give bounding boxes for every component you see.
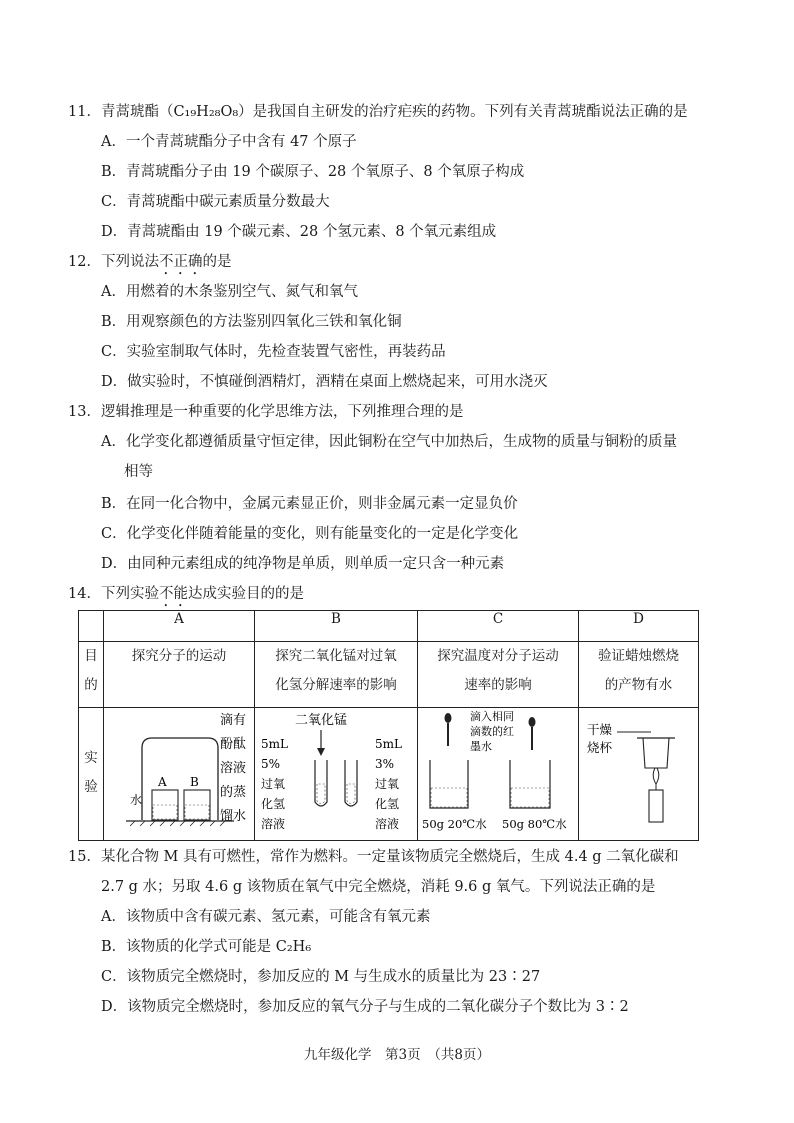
b-right-3: 过氧 bbox=[375, 777, 400, 791]
header-b: B bbox=[255, 611, 418, 642]
diagram-b bbox=[255, 708, 417, 836]
header-c: C bbox=[418, 611, 579, 642]
purpose-b bbox=[255, 642, 418, 708]
flame-icon bbox=[653, 768, 659, 784]
q11-option-c: C．青蒿琥酯中碳元素质量分数最大 bbox=[101, 194, 330, 210]
purpose-row bbox=[79, 642, 699, 708]
b-right-4: 化氢 bbox=[375, 797, 400, 811]
q14-stem bbox=[68, 582, 304, 610]
dropper-right bbox=[529, 717, 536, 750]
b-left-2: 5% bbox=[261, 757, 281, 771]
note-a-5: 馏水 bbox=[220, 809, 247, 824]
purpose-c-line1: 探究温度对分子运动 bbox=[437, 648, 559, 664]
note-a-2: 酚酞 bbox=[220, 737, 247, 752]
purpose-d-line1: 验证蜡烛燃烧 bbox=[598, 648, 679, 664]
q13-option-a: A．化学变化都遵循质量守恒定律，因此铜粉在空气中加热后，生成物的质量与铜粉的质量 bbox=[101, 434, 677, 450]
diagram-c-cell bbox=[418, 708, 579, 841]
q11-option-b: B．青蒿琥酯分子由 19 个碳原子、28 个氧原子、8 个氧原子构成 bbox=[101, 164, 525, 180]
c-label-left: 50g 20℃水 bbox=[422, 817, 487, 831]
c-note-1: 滴入相同 bbox=[470, 710, 514, 723]
b-left-5: 溶液 bbox=[261, 817, 286, 831]
q12-stem-emphasis: 不正确 bbox=[158, 254, 203, 270]
b-left-4: 化氢 bbox=[261, 797, 286, 811]
catalyst-label: 二氧化锰 bbox=[295, 713, 348, 728]
b-right-5: 溶液 bbox=[375, 817, 400, 831]
table-header-row bbox=[79, 611, 699, 642]
test-tube-left-liquid bbox=[317, 784, 325, 804]
experiment-row bbox=[79, 708, 699, 841]
header-blank bbox=[79, 611, 104, 642]
header-a: A bbox=[104, 611, 255, 642]
q13-option-c: C．化学变化伴随着能量的变化，则有能量变化的一定是化学变化 bbox=[101, 526, 519, 542]
q15-stem: 15．某化合物 M 具有可燃性，常作为燃料。一定量该物质完全燃烧后，生成 4.4 g 二氧化碳和 bbox=[68, 849, 679, 865]
purpose-label bbox=[79, 642, 104, 708]
experiment-table bbox=[78, 610, 699, 841]
experiment-label-2: 验 bbox=[84, 779, 98, 795]
q15-option-d: D．该物质完全燃烧时，参加反应的氧气分子与生成的二氧化碳分子个数比为 3∶2 bbox=[101, 999, 629, 1015]
q12-stem-post: 的是 bbox=[202, 254, 232, 270]
page-footer: 九年级化学 第3页 （共8页） bbox=[304, 1047, 490, 1063]
note-a-4: 的蒸 bbox=[220, 785, 247, 800]
experiment-label bbox=[79, 708, 104, 841]
q14-stem-emphasis: 不能 bbox=[158, 586, 188, 602]
purpose-d-line2: 的产物有水 bbox=[604, 677, 673, 693]
label-water: 水 bbox=[130, 793, 143, 807]
purpose-b-line1: 探究二氧化锰对过氧 bbox=[275, 648, 397, 664]
beaker-c-left-water bbox=[431, 788, 467, 807]
purpose-a-line1: 探究分子的运动 bbox=[131, 648, 227, 664]
q14-stem-post: 达成实验目的的是 bbox=[187, 586, 304, 602]
purpose-a bbox=[104, 642, 255, 708]
b-right-2: 3% bbox=[375, 757, 395, 771]
purpose-c bbox=[418, 642, 579, 708]
q11-option-a: A．一个青蒿琥酯分子中含有 47 个原子 bbox=[101, 134, 357, 150]
purpose-c-line2: 速率的影响 bbox=[464, 677, 532, 693]
q15-option-b: B．该物质的化学式可能是 C₂H₆ bbox=[101, 939, 312, 955]
q12-option-a: A．用燃着的木条鉴别空气、氮气和氧气 bbox=[101, 284, 358, 300]
q13-option-a-cont: 相等 bbox=[124, 464, 153, 480]
c-label-right: 50g 80℃水 bbox=[502, 817, 567, 831]
note-a-3: 溶液 bbox=[220, 761, 247, 776]
q15-stem-cont: 2.7 g 水；另取 4.6 g 该物质在氧气中完全燃烧，消耗 9.6 g 氧气。下列说法正确的是 bbox=[101, 879, 656, 895]
q12-stem-pre: 12．下列说法 bbox=[68, 254, 159, 270]
c-note-2: 滴数的红 bbox=[470, 725, 514, 738]
surface-hatch bbox=[130, 821, 225, 826]
note-a-1: 滴有 bbox=[220, 713, 247, 728]
header-d: D bbox=[579, 611, 699, 642]
q11-stem: 11．青蒿琥酯（C₁₉H₂₈O₈）是我国自主研发的治疗疟疾的药物。下列有关青蒿琥酯说法正确的是 bbox=[68, 104, 688, 120]
diagram-a-cell bbox=[104, 708, 255, 841]
beaker-c-right bbox=[510, 760, 550, 808]
q12-option-d: D．做实验时，不慎碰倒酒精灯，酒精在桌面上燃烧起来，可用水浇灭 bbox=[101, 374, 548, 390]
q12-option-c: C．实验室制取气体时，先检查装置气密性，再装药品 bbox=[101, 344, 446, 360]
q15-option-a: A．该物质中含有碳元素、氢元素，可能含有氧元素 bbox=[101, 909, 431, 925]
diagram-c bbox=[418, 708, 578, 836]
beaker-a-liquid bbox=[153, 805, 177, 819]
q12-option-b: B．用观察颜色的方法鉴别四氧化三铁和氧化铜 bbox=[101, 314, 402, 330]
diagram-d bbox=[579, 708, 698, 836]
beaker-b-liquid bbox=[185, 805, 209, 819]
label-beaker-b: B bbox=[190, 775, 199, 789]
q11-option-d: D．青蒿琥酯由 19 个碳元素、28 个氢元素、8 个氧元素组成 bbox=[101, 224, 497, 240]
c-note-3: 墨水 bbox=[470, 740, 492, 753]
q14-stem-pre: 14．下列实验 bbox=[68, 586, 159, 602]
purpose-d bbox=[579, 642, 699, 708]
beaker-c-right-water bbox=[511, 788, 549, 807]
dropper-left bbox=[445, 713, 452, 746]
q15-option-c: C．该物质完全燃烧时，参加反应的 M 与生成水的质量比为 23∶27 bbox=[101, 969, 541, 985]
diagram-a bbox=[104, 708, 254, 836]
bell-jar bbox=[142, 738, 218, 820]
beaker-c-left bbox=[430, 760, 468, 808]
arrow-down-icon bbox=[317, 748, 325, 756]
label-beaker-a: A bbox=[158, 775, 167, 789]
inverted-beaker bbox=[643, 738, 669, 768]
purpose-label-2: 的 bbox=[84, 677, 98, 693]
candle-icon bbox=[649, 790, 663, 822]
b-right-1: 5mL bbox=[375, 737, 402, 751]
q13-stem: 13．逻辑推理是一种重要的化学思维方法，下列推理合理的是 bbox=[68, 404, 464, 420]
diagram-b-cell bbox=[255, 708, 418, 841]
b-left-3: 过氧 bbox=[261, 777, 286, 791]
q13-option-d: D．由同种元素组成的纯净物是单质，则单质一定只含一种元素 bbox=[101, 556, 505, 572]
experiment-label-1: 实 bbox=[84, 750, 98, 766]
test-tube-right-liquid bbox=[347, 784, 355, 804]
b-left-1: 5mL bbox=[261, 737, 288, 751]
purpose-b-line2: 化氢分解速率的影响 bbox=[275, 677, 397, 693]
d-note-1: 干燥 bbox=[587, 722, 613, 737]
q13-option-b: B．在同一化合物中，金属元素显正价，则非金属元素一定显负价 bbox=[101, 496, 518, 512]
purpose-label-1: 目 bbox=[84, 648, 98, 664]
d-note-2: 烧杯 bbox=[587, 740, 613, 755]
q12-stem bbox=[68, 250, 231, 278]
diagram-d-cell bbox=[579, 708, 699, 841]
